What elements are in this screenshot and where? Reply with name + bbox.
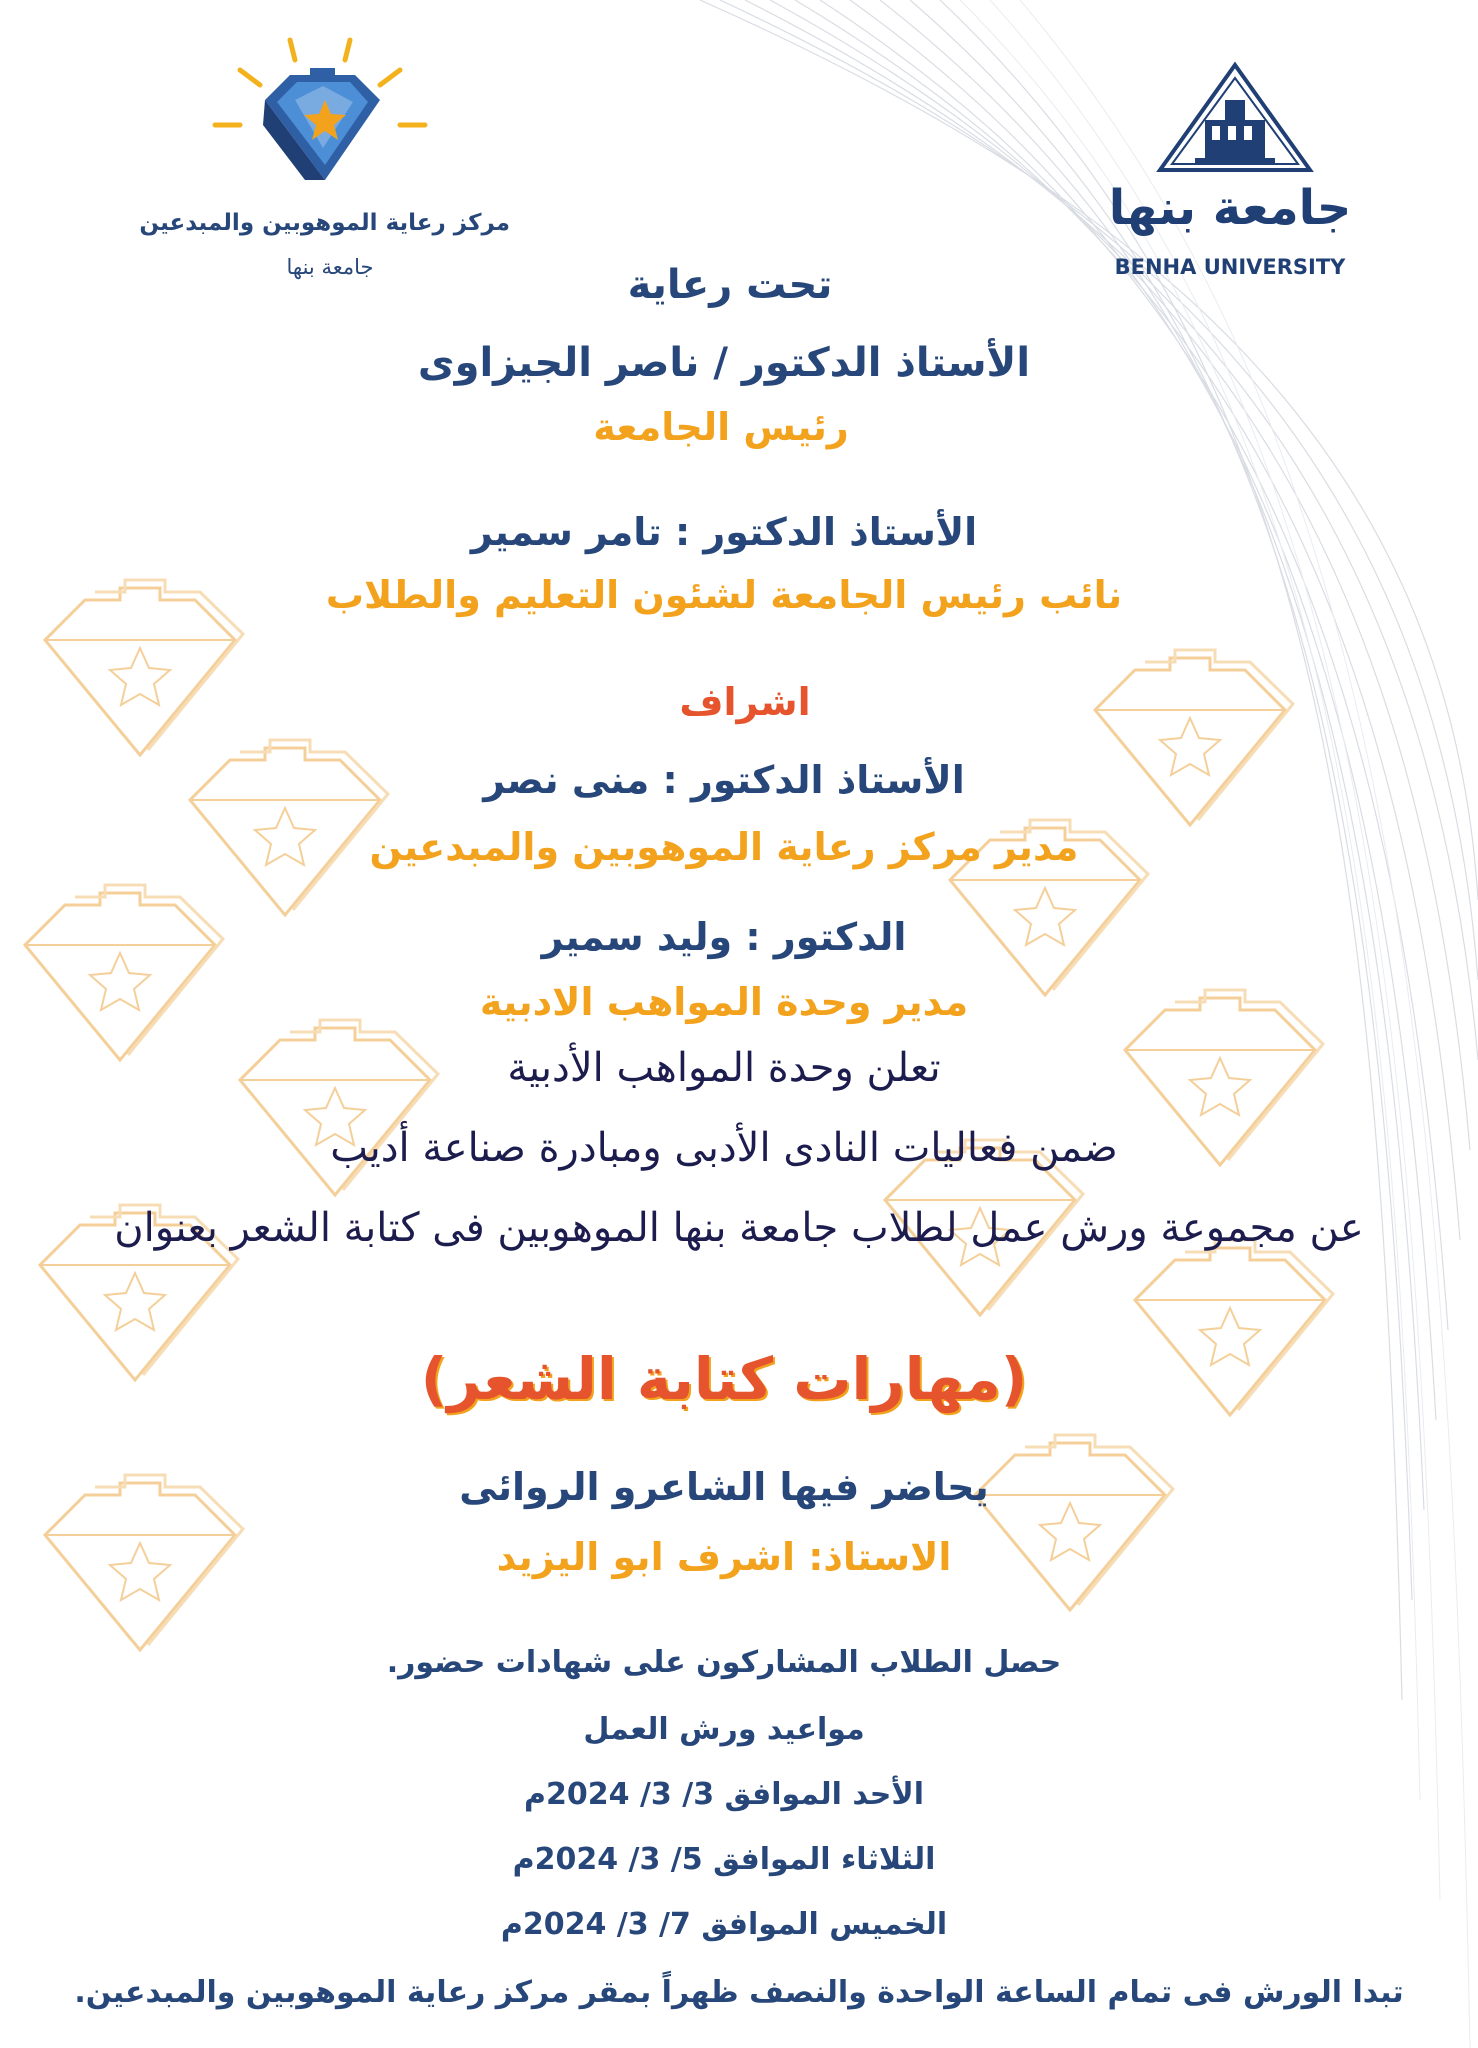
- schedule-note: تبدا الورش فى تمام الساعة الواحدة والنصف ظهراً بمقر مركز رعاية الموهوبين والمبدعين.: [74, 1975, 1404, 2010]
- vp-title: نائب رئيس الجامعة لشئون التعليم والطلاب: [325, 573, 1123, 617]
- vp-name: الأستاذ الدكتور : تامر سمير: [470, 510, 978, 554]
- president-name: الأستاذ الدكتور / ناصر الجيزاوى: [417, 340, 1031, 386]
- university-emblem-icon: [1150, 60, 1320, 180]
- benha-university-logo: [1150, 60, 1320, 180]
- schedule-day-3: الخميس الموافق 7/ 3/ 2024م: [500, 1907, 948, 1942]
- talented-center-name: مركز رعاية الموهوبين والمبدعين: [139, 210, 510, 236]
- talented-center-university: جامعة بنها: [286, 255, 374, 279]
- university-name-ar: جامعة بنها: [1108, 180, 1352, 236]
- schedule-day-1: الأحد الموافق 3/ 3/ 2024م: [524, 1777, 924, 1812]
- lecturer-intro: يحاضر فيها الشاعرو الروائى: [459, 1465, 989, 1509]
- director-title: مدير مركز رعاية الموهوبين والمبدعين: [369, 825, 1079, 869]
- certificates-note: حصل الطلاب المشاركون على شهادات حضور.: [386, 1645, 1062, 1680]
- unit-head-title: مدير وحدة المواهب الادبية: [479, 980, 969, 1024]
- announcement-line-3: عن مجموعة ورش عمل لطلاب جامعة بنها الموهوبين فى كتابة الشعر بعنوان: [114, 1205, 1364, 1251]
- supervision-heading: اشراف: [679, 680, 811, 724]
- talented-center-logo: [205, 30, 445, 200]
- schedule-day-2: الثلاثاء الموافق 5/ 3/ 2024م: [512, 1842, 936, 1877]
- announcement-line-1: تعلن وحدة المواهب الأدبية: [507, 1045, 941, 1091]
- diamond-star-icon: [205, 30, 445, 200]
- lecturer-name: الاستاذ: اشرف ابو اليزيد: [496, 1535, 952, 1579]
- president-title: رئيس الجامعة: [593, 405, 849, 449]
- schedule-heading: مواعيد ورش العمل: [583, 1712, 865, 1747]
- university-name-en: BENHA UNIVERSITY: [1114, 255, 1346, 279]
- patronage-heading: تحت رعاية: [627, 262, 833, 308]
- announcement-line-2: ضمن فعاليات النادى الأدبى ومبادرة صناعة أديب: [330, 1125, 1118, 1171]
- workshop-title: (مهارات كتابة الشعر): [420, 1345, 1028, 1413]
- director-name: الأستاذ الدكتور : منى نصر: [483, 758, 965, 802]
- unit-head-name: الدكتور : وليد سمير: [541, 915, 907, 959]
